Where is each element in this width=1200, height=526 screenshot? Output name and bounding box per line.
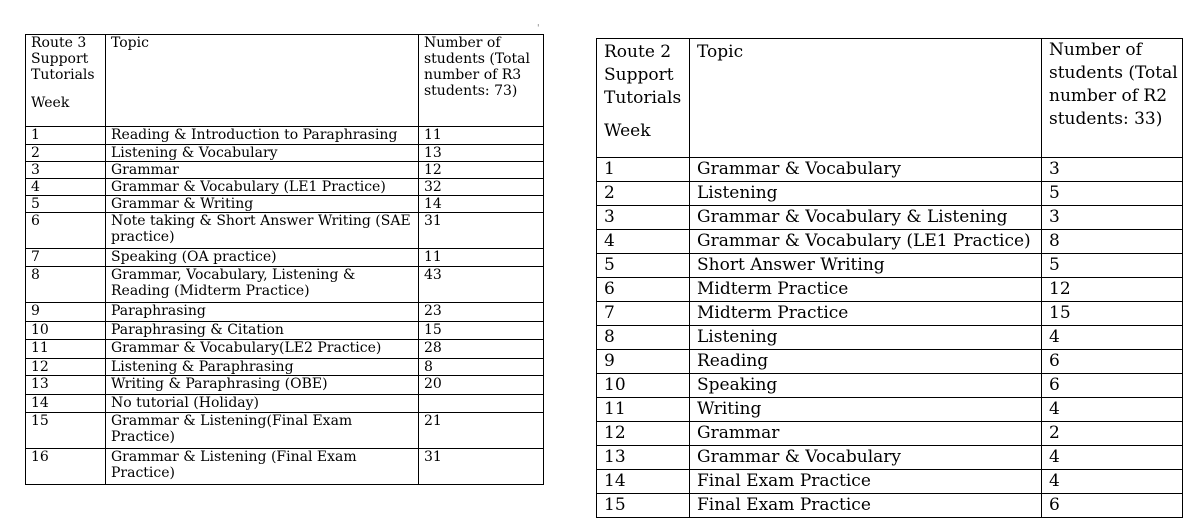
route2-topic-cell: Writing — [690, 398, 1042, 422]
route3-week-cell: 14 — [26, 395, 106, 413]
route2-topic-cell: Grammar & Vocabulary — [690, 158, 1042, 182]
route2-topic-cell: Short Answer Writing — [690, 254, 1042, 278]
route2-header-row — [597, 39, 1183, 158]
route3-table-row — [26, 267, 544, 303]
route3-topic-cell: Speaking (OA practice) — [106, 249, 419, 267]
route2-table-row — [597, 374, 1183, 398]
route2-week-cell: 11 — [597, 398, 690, 422]
route3-students-cell: 11 — [419, 249, 544, 267]
route3-table-row — [26, 376, 544, 395]
route3-students-cell: 31 — [419, 449, 544, 485]
route3-topic-cell: Paraphrasing — [106, 303, 419, 322]
route3-students-cell — [419, 395, 544, 413]
route2-table-row — [597, 350, 1183, 374]
route3-table-row — [26, 322, 544, 340]
route2-week-cell: 9 — [597, 350, 690, 374]
route2-week-label: Week — [604, 121, 651, 141]
route3-week-cell: 16 — [26, 449, 106, 485]
route3-students-cell: 15 — [419, 322, 544, 340]
route2-table-body — [597, 39, 1183, 518]
route3-students-cell: 12 — [419, 162, 544, 179]
route3-week-header-cell — [26, 35, 106, 127]
route3-topic-cell: Grammar, Vocabulary, Listening & Reading (Midterm Practice) — [106, 267, 419, 303]
route3-students-cell: 28 — [419, 340, 544, 359]
route2-topic-cell: Midterm Practice — [690, 278, 1042, 302]
route2-students-cell: 15 — [1042, 302, 1183, 326]
route3-students-cell: 31 — [419, 213, 544, 249]
route2-table-row — [597, 206, 1183, 230]
route3-week-cell: 11 — [26, 340, 106, 359]
route3-week-cell: 8 — [26, 267, 106, 303]
route2-topic-cell: Listening — [690, 326, 1042, 350]
route3-students-cell: 20 — [419, 376, 544, 395]
route2-students-header: Number of students (Total number of R2 students: 33) — [1042, 39, 1183, 158]
route2-week-cell: 7 — [597, 302, 690, 326]
route2-route-label: Route 2 Support Tutorials — [604, 42, 682, 108]
route3-week-cell: 5 — [26, 196, 106, 213]
route3-students-cell: 11 — [419, 127, 544, 145]
route2-students-cell: 4 — [1042, 398, 1183, 422]
route2-table-row — [597, 302, 1183, 326]
route3-route-label: Route 3 Support Tutorials — [31, 35, 95, 83]
route3-week-cell: 6 — [26, 213, 106, 249]
route3-week-cell: 1 — [26, 127, 106, 145]
route3-table-row — [26, 413, 544, 449]
route3-table-body — [26, 35, 544, 485]
route2-week-cell: 15 — [597, 494, 690, 518]
route2-students-cell: 4 — [1042, 470, 1183, 494]
route3-tutorials-table — [25, 34, 544, 485]
route3-students-header: Number of students (Total number of R3 students: 73) — [419, 35, 544, 127]
route3-week-cell: 2 — [26, 145, 106, 162]
route2-students-cell: 4 — [1042, 326, 1183, 350]
route3-students-cell: 8 — [419, 359, 544, 376]
route3-table-row — [26, 145, 544, 162]
route2-week-cell: 6 — [597, 278, 690, 302]
route2-students-cell: 3 — [1042, 158, 1183, 182]
route3-topic-cell: Writing & Paraphrasing (OBE) — [106, 376, 419, 395]
route2-students-cell: 6 — [1042, 374, 1183, 398]
corner-mark: ' — [537, 24, 540, 34]
route2-students-cell: 6 — [1042, 494, 1183, 518]
route3-table-row — [26, 303, 544, 322]
route2-table-row — [597, 278, 1183, 302]
route2-week-cell: 3 — [597, 206, 690, 230]
route2-students-cell: 5 — [1042, 182, 1183, 206]
route2-table-row — [597, 230, 1183, 254]
route3-table-row — [26, 127, 544, 145]
route2-students-cell: 2 — [1042, 422, 1183, 446]
route2-table-row — [597, 494, 1183, 518]
route3-topic-header: Topic — [106, 35, 419, 127]
route3-week-cell: 15 — [26, 413, 106, 449]
route3-table-row — [26, 449, 544, 485]
route3-topic-cell: Reading & Introduction to Paraphrasing — [106, 127, 419, 145]
route2-week-cell: 1 — [597, 158, 690, 182]
route3-students-cell: 23 — [419, 303, 544, 322]
route2-topic-cell: Speaking — [690, 374, 1042, 398]
route3-topic-cell: Listening & Paraphrasing — [106, 359, 419, 376]
route2-week-cell: 2 — [597, 182, 690, 206]
route3-topic-cell: No tutorial (Holiday) — [106, 395, 419, 413]
route3-topic-cell: Grammar & Writing — [106, 196, 419, 213]
route3-topic-cell: Note taking & Short Answer Writing (SAE practice) — [106, 213, 419, 249]
route3-header-row — [26, 35, 544, 127]
route3-week-label: Week — [31, 95, 70, 111]
route2-topic-cell: Final Exam Practice — [690, 494, 1042, 518]
route2-students-cell: 5 — [1042, 254, 1183, 278]
route2-table-row — [597, 182, 1183, 206]
route2-week-cell: 8 — [597, 326, 690, 350]
route2-topic-cell: Grammar — [690, 422, 1042, 446]
route2-week-cell: 10 — [597, 374, 690, 398]
route2-students-cell: 3 — [1042, 206, 1183, 230]
route2-week-cell: 4 — [597, 230, 690, 254]
route3-week-cell: 13 — [26, 376, 106, 395]
route3-topic-cell: Listening & Vocabulary — [106, 145, 419, 162]
route3-week-cell: 3 — [26, 162, 106, 179]
route2-students-cell: 4 — [1042, 446, 1183, 470]
route3-students-cell: 14 — [419, 196, 544, 213]
route2-tutorials-table — [596, 38, 1183, 518]
route2-topic-cell: Listening — [690, 182, 1042, 206]
route3-table-row — [26, 179, 544, 196]
route2-topic-cell: Final Exam Practice — [690, 470, 1042, 494]
route2-topic-cell: Grammar & Vocabulary & Listening — [690, 206, 1042, 230]
route3-week-cell: 7 — [26, 249, 106, 267]
route2-week-cell: 12 — [597, 422, 690, 446]
route2-week-header-cell — [597, 39, 690, 158]
route3-week-cell: 4 — [26, 179, 106, 196]
route2-table-row — [597, 470, 1183, 494]
route3-table-row — [26, 395, 544, 413]
route2-students-cell: 6 — [1042, 350, 1183, 374]
route2-table-row — [597, 446, 1183, 470]
route2-topic-header: Topic — [690, 39, 1042, 158]
route3-week-cell: 12 — [26, 359, 106, 376]
route3-week-cell: 9 — [26, 303, 106, 322]
route2-table-row — [597, 398, 1183, 422]
route3-table-row — [26, 249, 544, 267]
route2-topic-cell: Grammar & Vocabulary (LE1 Practice) — [690, 230, 1042, 254]
route2-students-cell: 8 — [1042, 230, 1183, 254]
route2-table-row — [597, 422, 1183, 446]
route3-topic-cell: Grammar — [106, 162, 419, 179]
route3-table-row — [26, 340, 544, 359]
route2-week-cell: 5 — [597, 254, 690, 278]
route2-table-row — [597, 326, 1183, 350]
route3-topic-cell: Grammar & Listening (Final Exam Practice) — [106, 449, 419, 485]
route3-topic-cell: Grammar & Vocabulary (LE1 Practice) — [106, 179, 419, 196]
route3-topic-cell: Paraphrasing & Citation — [106, 322, 419, 340]
route3-students-cell: 13 — [419, 145, 544, 162]
route2-topic-cell: Midterm Practice — [690, 302, 1042, 326]
route3-table-row — [26, 213, 544, 249]
route3-topic-cell: Grammar & Listening(Final Exam Practice) — [106, 413, 419, 449]
route2-topic-cell: Grammar & Vocabulary — [690, 446, 1042, 470]
route3-students-cell: 21 — [419, 413, 544, 449]
route2-table-row — [597, 254, 1183, 278]
route2-students-cell: 12 — [1042, 278, 1183, 302]
route3-table-row — [26, 196, 544, 213]
route3-students-cell: 43 — [419, 267, 544, 303]
route2-week-cell: 14 — [597, 470, 690, 494]
route2-topic-cell: Reading — [690, 350, 1042, 374]
route3-topic-cell: Grammar & Vocabulary(LE2 Practice) — [106, 340, 419, 359]
route3-week-cell: 10 — [26, 322, 106, 340]
route3-students-cell: 32 — [419, 179, 544, 196]
route3-table-row — [26, 359, 544, 376]
route3-table-row — [26, 162, 544, 179]
route2-table-row — [597, 158, 1183, 182]
route2-week-cell: 13 — [597, 446, 690, 470]
